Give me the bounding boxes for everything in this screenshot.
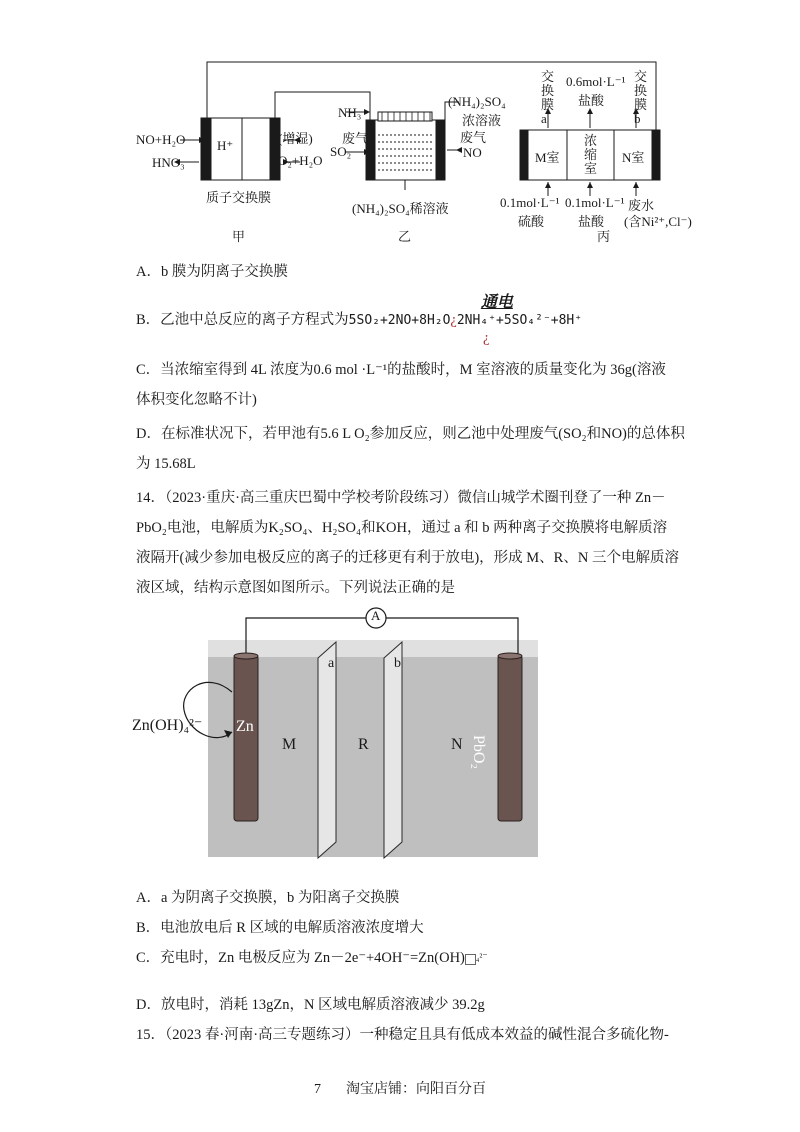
yi-top-right-1: (NH₄)₂SO₄ [448,94,506,109]
region-n-label: N [451,736,463,753]
q14-option-b: B．电池放电后 R 区域的电解质溶液浓度增大 [136,920,424,936]
jia-humid: (增湿) [278,131,313,146]
yi-waste-left: 废气 [342,131,369,146]
q13-b-eq-right: 通电 2NH₄⁺+5SO₄²⁻+8H⁺ [456,294,583,328]
pbo2-label: PbO₂ [470,735,487,770]
bing-hcl-top-2: 盐酸 [578,93,605,108]
yi-nh3: NH₃ [338,105,362,120]
membrane-b [384,642,402,858]
bing-n-room: N室 [622,150,645,165]
yi-waste-right: 废气 [460,130,487,145]
bing-h2so4-2: 硫酸 [518,214,545,229]
q13-b-condition: 通电 [480,294,513,311]
jia-o2: O₂+H₂O [278,153,323,168]
q13-option-a: A．b 膜为阴离子交换膜 [136,264,288,280]
ammeter-label: A [371,608,381,623]
bing-waste-1: 废水 [628,198,655,213]
q14-stem-4: 液区域，结构示意图如图所示。下列说法正确的是 [136,580,455,596]
region-r-label: R [358,736,369,753]
membrane-a-label: a [328,656,335,671]
page-footer [0,1078,800,1098]
zn-oh4-label: Zn(OH)₄²⁻ [132,717,203,734]
jia-left-out: HNO₃ [152,155,185,170]
membrane-a [318,642,336,858]
bing-waste-2: (含Ni²⁺,Cl⁻) [624,214,692,229]
bing-hcl-bot-2: 盐酸 [578,214,605,229]
q13-b-eq-left: 5SO₂+2NO+8H₂O [348,313,451,328]
jia-label: 甲 [232,229,246,244]
bing-h2so4-1: 0.1mol·L⁻¹ [500,195,560,210]
q14-stem-3: 液隔开(减少参加电极反应的离子的迁移更有利于放电)，形成 M、R、N 三个电解质溶 [136,550,679,566]
jia-left-in: NO+H₂O [136,132,186,147]
q14-option-d: D．放电时，消耗 13gZn，N 区域电解质溶液减少 39.2g [136,997,485,1013]
zn-electrode [234,655,258,821]
q15-stem-1: 15．（2023 春·河南·高三专题练习）一种稳定且具有低成本效益的碱性混合多硫化物- [136,1027,669,1043]
membrane-b-label: b [394,656,401,671]
bing-label: 丙 [597,229,611,244]
yi-bottom: (NH₄)₂SO₄稀溶液 [352,201,449,216]
q14-option-c: C．充电时，Zn 电极反应为 Zn－2e⁻+4OH⁻=Zn(OH) ₄²⁻ [136,950,488,966]
yi-label: 乙 [398,229,412,244]
q14-stem-1: 14．（2023·重庆·高三重庆巴蜀中学校考阶段练习）微信山城学术圈刊登了一种 Zn－ [136,490,666,506]
bing-conc-room: 浓 缩 室 [584,133,598,176]
region-m-label: M [282,736,297,753]
q14-stem-2: PbO₂电池，电解质为K₂SO₄、H₂SO₄和KOH，通过 a 和 b 两种离子交换膜将电解质溶 [136,520,668,536]
pbo2-electrode [498,655,522,821]
q13-option-d-2: 为 15.68L [136,456,196,472]
yi-top-right-2: 浓溶液 [462,113,502,128]
bing-m-room: M室 [535,150,560,165]
jia-membrane: 质子交换膜 [206,190,272,205]
bing-hcl-top-1: 0.6mol·L⁻¹ [566,74,626,89]
yi-no: NO [463,145,482,160]
q13-option-c-1: C．当浓缩室得到 4L 浓度为0.6 mol ·L⁻¹的盐酸时，M 室溶液的质量变化为 36g(溶液 [136,362,666,378]
q13-option-d-1: D．在标准状况下，若甲池有5.6 L O₂参加反应，则乙池中处理废气(SO₂和NO)的总体积 [136,426,685,442]
bing-mem-a: 交 换 膜 a [541,69,555,126]
placeholder-box-icon [465,954,476,965]
bing-hcl-bot-1: 0.1mol·L⁻¹ [565,195,625,210]
yi-so2: SO₂ [330,144,352,159]
bing-mem-b: 交 换 膜 b [634,69,648,126]
zn-label: Zn [236,718,254,735]
jia-hplus: H⁺ [217,138,234,153]
shop-name: 淘宝店铺：向阳百分百 [346,1082,486,1097]
q13-b-glitch-2: ¿ [483,330,490,346]
page-number: 7 [314,1082,321,1097]
q14-option-a: A．a 为阴离子交换膜，b 为阳离子交换膜 [136,890,400,906]
q13-option-b: B．乙池中总反应的离子方程式为5SO₂+2NO+8H₂O¿ 通电 2NH₄⁺+5SO₄²⁻+8H⁺ ¿ [136,294,583,346]
q13-option-c-2: 体积变化忽略不计) [136,392,257,408]
